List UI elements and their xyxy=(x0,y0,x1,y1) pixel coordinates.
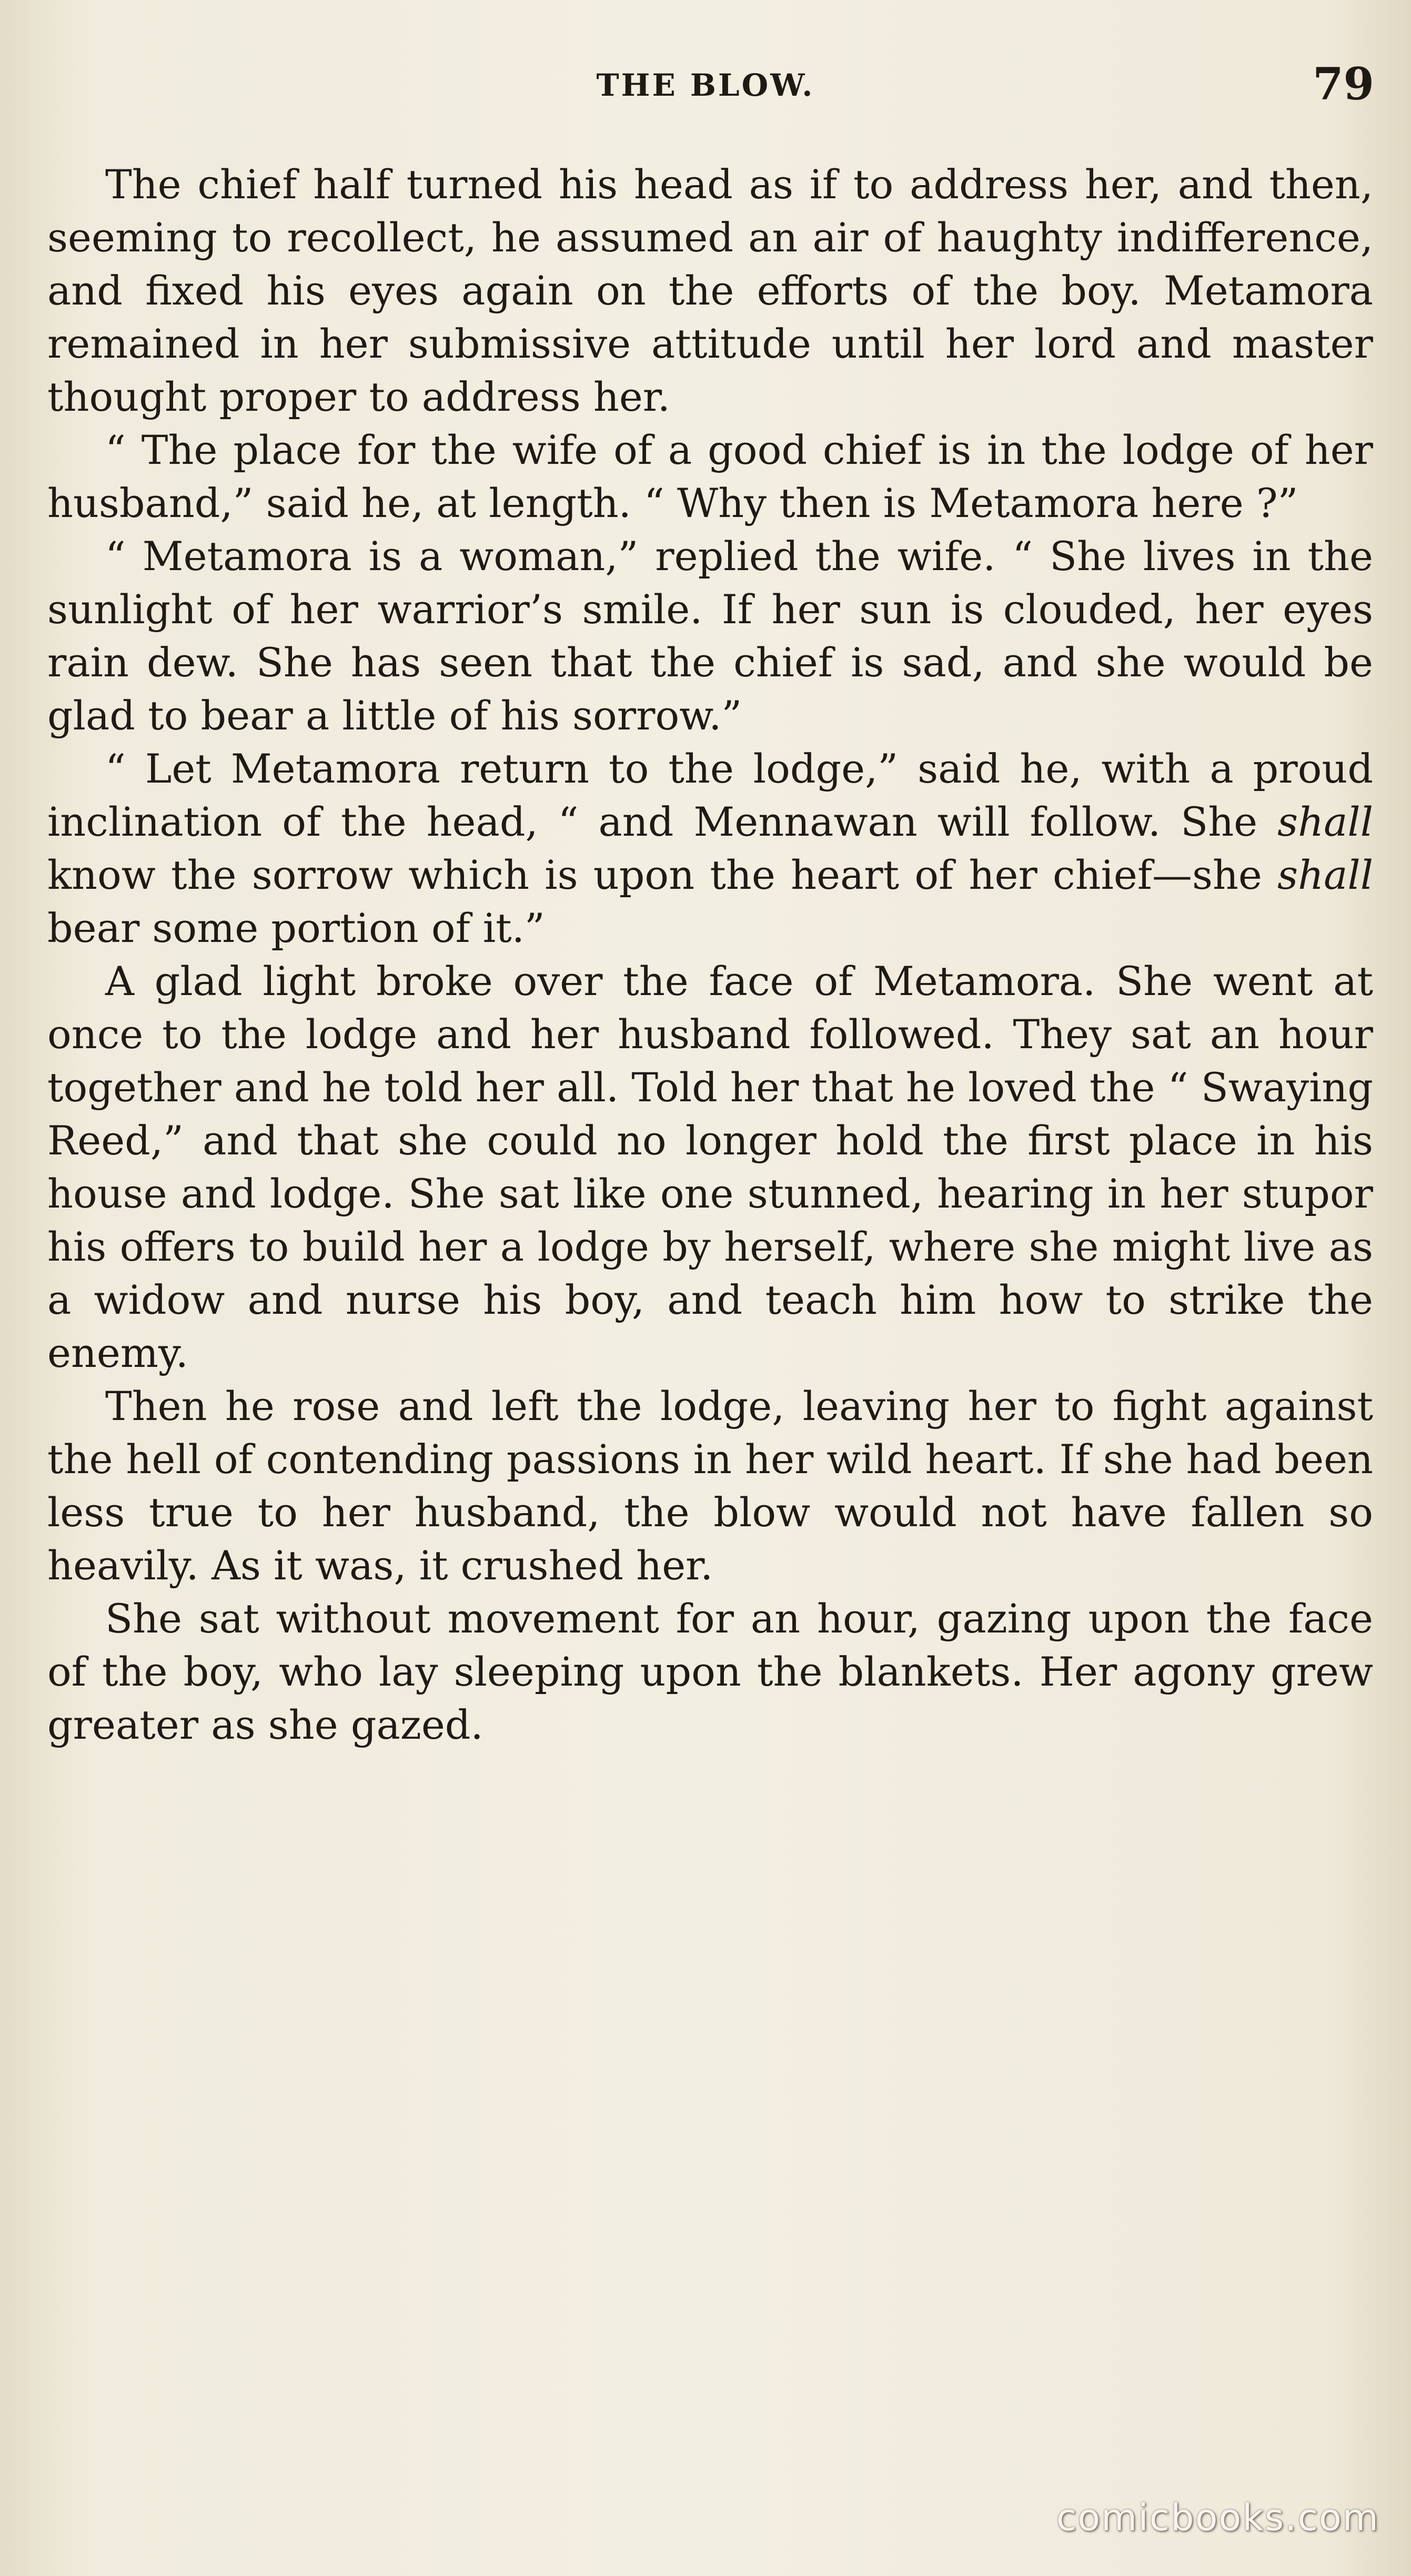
text-run: The chief half turned his head as if to address her, and then, seeming to recollect, he assumed an air of haughty indifference, and fixed his eyes again on the efforts of the boy. Metamora remained in her submissive attitude until her lord and master thought proper to address her. xyxy=(47,161,1373,420)
text-run: A glad light broke over the face of Metamora. She went at once to the lodge and her husband followed. They sat an hour together and he told her all. Told her that he loved the “ Swaying Reed,” and that she could no longer hold the first place in his house and lodge. She sat like one stunned, hearing in her stupor his offers to build her a lodge by herself, where she might live as a widow and nurse his boy, and teach him how to strike the enemy. xyxy=(47,958,1373,1376)
page-header xyxy=(0,58,1411,121)
italic-text: shall xyxy=(1277,851,1373,898)
watermark: comicbooks.com xyxy=(1056,2496,1379,2539)
body-text xyxy=(47,158,1373,1751)
text-run: “ Let Metamora return to the lodge,” said he, with a proud inclination of the head, “ and Mennawan will follow. She xyxy=(47,745,1373,845)
text-run: She sat without movement for an hour, gazing upon the face of the boy, who lay sleeping upon the blankets. Her agony grew greater as she gazed. xyxy=(47,1595,1373,1748)
text-run: know the sorrow which is upon the heart of her chief—she xyxy=(47,851,1278,898)
paragraph xyxy=(47,158,1373,423)
paragraph xyxy=(47,955,1373,1380)
text-run: “ Metamora is a woman,” replied the wife. “ She lives in the sunlight of her warrior’s smile. If her sun is clouded, her eyes rain dew. She has seen that the chief is sad, and she would be glad to bear a little of his sorrow.” xyxy=(47,533,1373,739)
paragraph xyxy=(47,530,1373,742)
paragraph xyxy=(47,423,1373,530)
text-run: Then he rose and left the lodge, leaving her to fight against the hell of contending passions in her wild heart. If she had been less true to her husband, the blow would not have fallen so heavily. As it was, it crushed her. xyxy=(47,1383,1373,1589)
paragraph xyxy=(47,742,1373,955)
text-run: “ The place for the wife of a good chief is in the lodge of her husband,” said he, at length. “ Why then is Metamora here ?” xyxy=(47,427,1373,526)
running-title: THE BLOW. xyxy=(596,67,815,103)
show-through-text xyxy=(47,1862,1373,2388)
paragraph xyxy=(47,1380,1373,1592)
paragraph xyxy=(47,1592,1373,1751)
text-run: bear some portion of it.” xyxy=(47,905,545,951)
page-number: 79 xyxy=(1313,58,1374,110)
italic-text: shall xyxy=(1277,798,1373,845)
